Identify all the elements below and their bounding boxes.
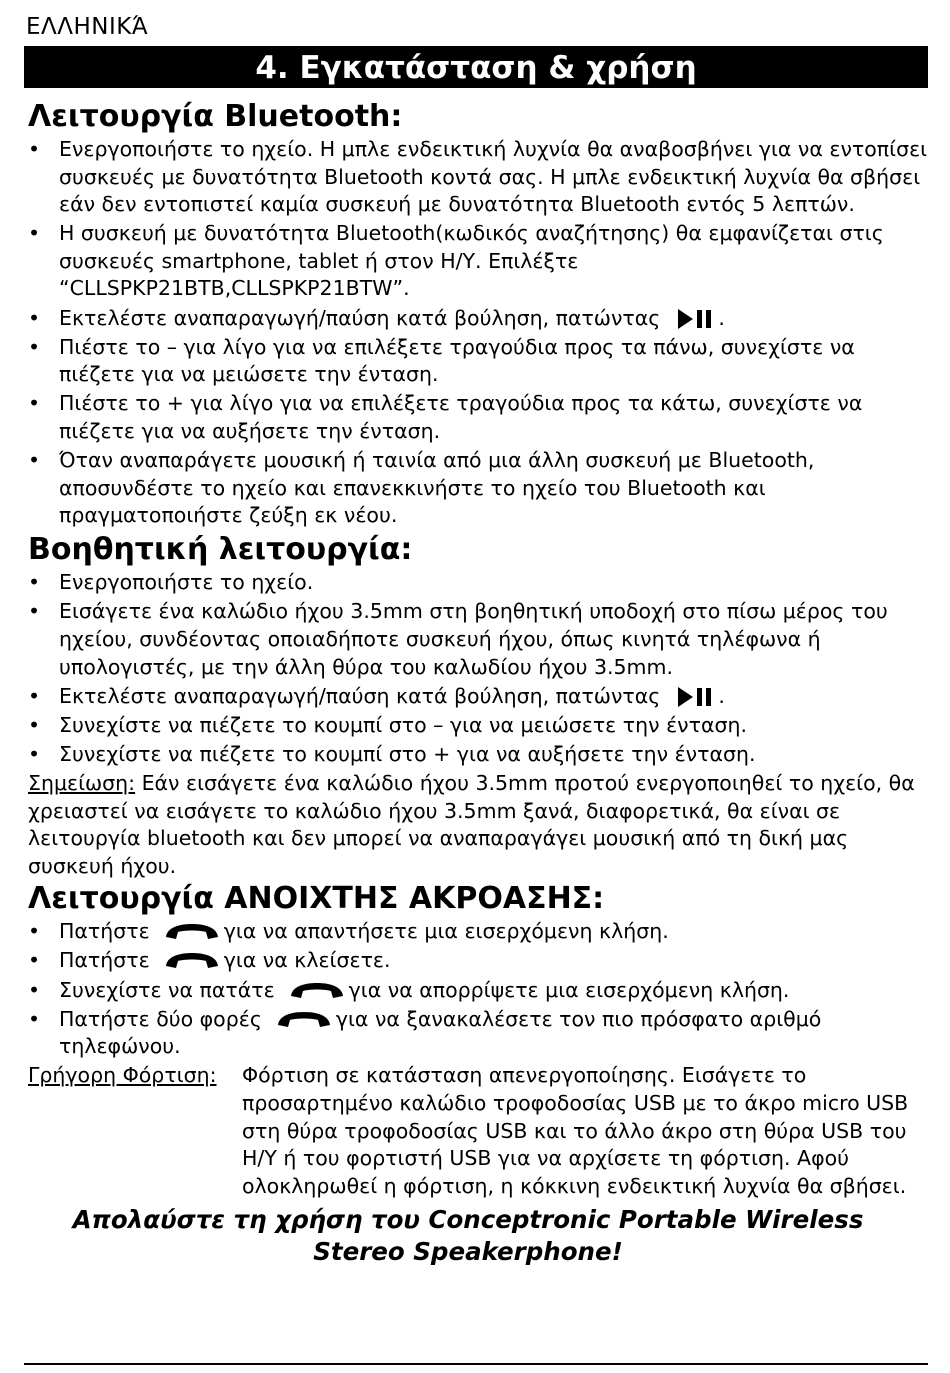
chapter-title: 4. Εγκατάσταση & χρήση: [24, 46, 928, 88]
bullet: •: [28, 221, 41, 246]
bullet: •: [28, 977, 41, 1002]
bullet: •: [28, 334, 41, 359]
list-item: • Εκτελέστε αναπαραγωγή/παύση κατά βούληση, πατώντας .: [28, 683, 932, 711]
bullet: •: [28, 712, 41, 737]
fast-charge-label: Γρήγορη Φόρτιση:: [28, 1063, 217, 1088]
list-item: • Όταν αναπαράγετε μουσική ή ταινία από μια άλλη συσκευή με Bluetooth, αποσυνδέστε το ηχείο και επανεκκινήστε το ηχείο του Bluetooth και πραγματοποιήστε ζεύξη εκ νέου.: [28, 448, 815, 528]
fast-charge: [28, 1062, 932, 1200]
phone-handset-icon: [276, 1010, 332, 1030]
bullet: •: [28, 599, 41, 624]
bullet: •: [28, 391, 41, 416]
list-item: • Ενεργοποιήστε το ηχείο. Η μπλε ενδεικτική λυχνία θα αναβοσβήνει για να εντοπίσει συσκευές με δυνατότητα Bluetooth κοντά σας. Η μπλε ενδεικτική λυχνία θα σβήσει εάν δεν εντοπιστεί καμία συσκευή με δυνατότητα Bluetooth εντός 5 λεπτών.: [28, 137, 928, 217]
bullet: •: [28, 683, 41, 708]
list-item: • Συνεχίστε να πιέζετε το κουμπί στο – για να μειώσετε την ένταση.: [28, 712, 932, 740]
phone-handset-icon: [164, 922, 220, 942]
closing-message: Απολαύστε τη χρήση του Conceptronic Portable Wireless Stereo Speakerphone!: [72, 1205, 864, 1267]
play-pause-icon: [676, 308, 714, 330]
play-pause-icon: [676, 686, 714, 708]
list-item: • Συνεχίστε να πιέζετε το κουμπί στο + για να αυξήσετε την ένταση.: [28, 741, 932, 769]
page-content: [28, 98, 932, 1268]
phone-handset-icon: [289, 981, 345, 1001]
bullet: •: [28, 448, 41, 473]
note-label: Σημείωση:: [28, 770, 136, 795]
list-item: • Η συσκευή με δυνατότητα Bluetooth(κωδικός αναζήτησης) θα εμφανίζεται στις συσκευές smartphone, tablet ή στον Η/Υ. Επιλέξτε “CLLSPKP21BTB,CLLSPKP21BTW”.: [28, 221, 884, 301]
bullet: •: [28, 741, 41, 766]
list-item: • Εισάγετε ένα καλώδιο ήχου 3.5mm στη βοηθητική υποδοχή στο πίσω μέρος του ηχείου, συνδέοντας οποιαδήποτε συσκευή ήχου, όπως κινητά τηλέφωνα ή υπολογιστές, με την άλλη θύρα του καλωδίου ήχου 3.5mm.: [28, 599, 888, 679]
note-text: Εάν εισάγετε ένα καλώδιο ήχου 3.5mm προτού ενεργοποιηθεί το ηχείο, θα χρειαστεί να εισάγετε το καλώδιο ήχου 3.5mm ξανά, διαφορετικά, θα είναι σε λειτουργία bluetooth και δεν μπορεί να αναπαραγάγει μουσική από τη δική μας συσκευή ήχου.: [28, 770, 915, 878]
list-item: • Πιέστε το + για λίγο για να επιλέξετε τραγούδια προς τα κάτω, συνεχίστε να πιέζετε για να αυξήσετε την ένταση.: [28, 391, 863, 443]
language-label: ΕΛΛΗΝΙΚΆ: [26, 14, 149, 40]
bluetooth-heading: Λειτουργία Bluetooth:: [28, 99, 403, 134]
bullet: •: [28, 570, 41, 595]
bullet: •: [28, 1006, 41, 1031]
list-item: • Πατήστε δύο φορές για να ξανακαλέσετε τον πιο πρόσφατο αριθμό τηλεφώνου.: [28, 1006, 822, 1059]
handsfree-list: [28, 918, 932, 1060]
bullet: •: [28, 919, 41, 944]
list-item: • Πατήστε για να απαντήσετε μια εισερχόμενη κλήση.: [28, 918, 932, 946]
list-item: • Συνεχίστε να πατάτε για να απορρίψετε μια εισερχόμενη κλήση.: [28, 977, 932, 1005]
bullet: •: [28, 305, 41, 330]
bullet: •: [28, 948, 41, 973]
aux-note: [28, 770, 932, 880]
bluetooth-list: [28, 136, 932, 530]
bullet: •: [28, 137, 41, 161]
list-item: • Εκτελέστε αναπαραγωγή/παύση κατά βούληση, πατώντας .: [28, 305, 932, 333]
fast-charge-text: Φόρτιση σε κατάσταση απενεργοποίησης. Εισάγετε το προσαρτημένο καλώδιο τροφοδοσίας USB με το άκρο micro USB στη θύρα τροφοδοσίας USB και το άλλο άκρο στη θύρα USB του Η/Υ ή του φορτιστή USB για να αρχίσετε τη φόρτιση. Αφού ολοκληρωθεί η φόρτιση, η κόκκινη ενδεικτική λυχνία θα σβήσει.: [242, 1063, 909, 1198]
footer-rule: [24, 1363, 928, 1365]
list-item: • Ενεργοποιήστε το ηχείο.: [28, 569, 932, 597]
handsfree-heading: Λειτουργία ΑΝΟΙΧΤΗΣ ΑΚΡΟΑΣΗΣ:: [28, 881, 605, 917]
aux-list: [28, 569, 932, 768]
list-item: • Πιέστε το – για λίγο για να επιλέξετε τραγούδια προς τα πάνω, συνεχίστε να πιέζετε για να μειώσετε την ένταση.: [28, 334, 855, 387]
aux-heading: Βοηθητική λειτουργία:: [28, 532, 413, 568]
phone-handset-icon: [164, 951, 220, 971]
list-item: • Πατήστε για να κλείσετε.: [28, 947, 932, 975]
